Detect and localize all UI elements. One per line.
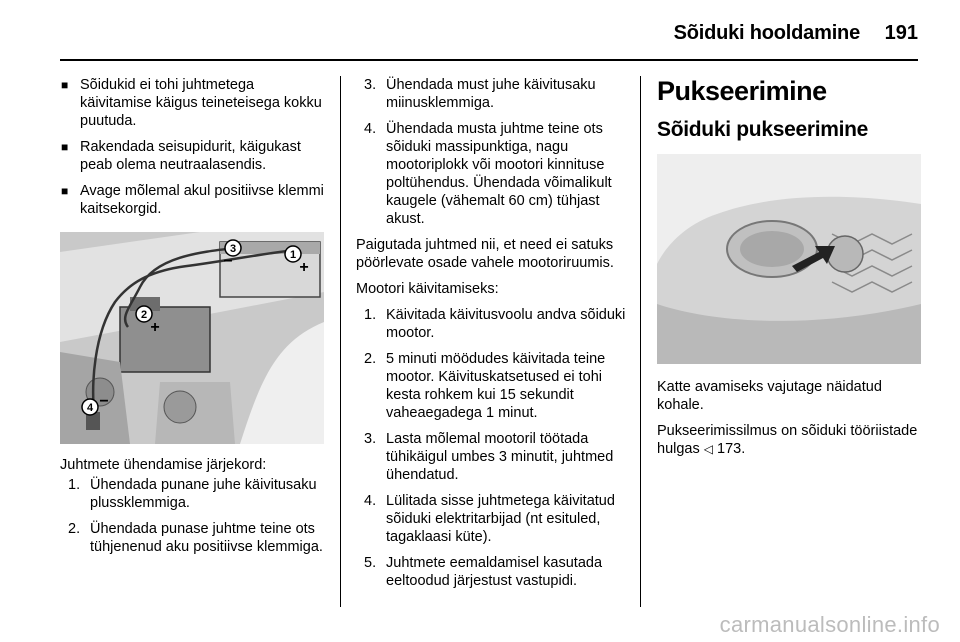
step-number: 5.: [364, 555, 377, 571]
step-number: 2.: [68, 521, 81, 537]
step-text: 5 minuti möödudes käivitada teine mootor. Käivituskatsetused ei tohi kesta rohkem kui 15 sekundit vaheaegadega 1 minut.: [386, 351, 606, 421]
step-text: Ühendada punase juhtme teine ots tühjenenud aku positiivse klemmiga.: [90, 521, 323, 555]
paragraph: Katte avamiseks vajutage näidatud kohale.: [657, 379, 882, 413]
callout-1: 1: [289, 249, 297, 261]
step-text: Juhtmete eemaldamisel kasutada eeltoodud järjestust vastupidi.: [386, 555, 603, 589]
list-item: [356, 492, 626, 546]
step-text: Ühendada punane juhe käivitusaku plussklemmiga.: [90, 477, 317, 511]
column-2: [356, 76, 626, 598]
list-item: [60, 182, 324, 218]
list-item: [60, 476, 324, 512]
step-number: 3.: [364, 77, 377, 93]
plus-sign-2: +: [150, 319, 160, 336]
callout-2: 2: [140, 309, 148, 321]
step-number: 1.: [68, 477, 81, 493]
bullet-mark: ■: [61, 140, 69, 154]
section-heading: Pukseerimine: [657, 76, 827, 106]
paragraph: Paigutada juhtmed nii, et need ei satuks pöörlevate osade vahele mootoriruumis.: [356, 237, 614, 271]
list-item: [356, 350, 626, 422]
step-number: 2.: [364, 351, 377, 367]
list-item: [356, 306, 626, 342]
bullet-mark: ■: [61, 184, 69, 198]
step-text: Lasta mõlemal mootoril töötada tühikäigul umbes 3 minutit, juhtmed ühendatud.: [386, 431, 614, 483]
step-text: Lülitada sisse juhtmetega käivitatud sõiduki elektritarbijad (nt esituled, tagaklaasi küte).: [386, 493, 615, 545]
page-ref-arrow-icon: ◁: [703, 442, 713, 456]
column-divider: [640, 76, 641, 607]
step-number: 1.: [364, 307, 377, 323]
step-text: Ühendada must juhe käivitusaku miinusklemmiga.: [386, 77, 596, 111]
bullet-text: Rakendada seisupidurit, käigukast peab olema neutraalasendis.: [80, 139, 301, 173]
list-item: [356, 430, 626, 484]
paragraph: Mootori käivitamiseks:: [356, 281, 499, 297]
plus-sign-1: +: [299, 259, 309, 276]
column-1: [60, 76, 324, 564]
column-divider: [340, 76, 341, 607]
minus-sign-3: −: [223, 253, 233, 270]
list-item: [60, 520, 324, 556]
watermark: carmanualsonline.info: [719, 612, 940, 637]
jump-start-figure: [60, 232, 324, 444]
step-text: Ühendada musta juhtme teine ots sõiduki massipunktiga, nagu mootoriplokk või mootori kinnituse poltühendus. Ühendada võimalikult kaugele (vähemalt 60 cm) tühjast akust.: [386, 121, 612, 227]
callout-4: 4: [86, 402, 94, 414]
list-item: [356, 76, 626, 112]
page-number: 191: [884, 22, 918, 44]
towing-eye-figure: [657, 154, 921, 364]
page-ref[interactable]: 173.: [713, 441, 746, 457]
list-item: [60, 76, 324, 130]
step-number: 3.: [364, 431, 377, 447]
page-title: Sõiduki hooldamine: [673, 22, 860, 44]
subsection-heading: Sõiduki pukseerimine: [657, 118, 869, 141]
bullet-text: Sõidukid ei tohi juhtmetega käivitamise käigus teineteisega kokku puutuda.: [80, 77, 322, 129]
list-item: [60, 138, 324, 174]
step-text: Käivitada käivitusvoolu andva sõiduki mootor.: [386, 307, 626, 341]
header-rule: [60, 59, 918, 61]
callout-3: 3: [229, 243, 237, 255]
step-number: 4.: [364, 493, 377, 509]
column-3: [657, 76, 921, 466]
paragraph-text: Pukseerimissilmus on sõiduki tööriistade hulgas: [657, 423, 918, 457]
bullet-mark: ■: [61, 78, 69, 92]
list-item: [356, 120, 626, 228]
paragraph: [657, 422, 921, 458]
bullet-text: Avage mõlemal akul positiivse klemmi kaitsekorgid.: [80, 183, 324, 217]
list-item: [356, 554, 626, 590]
figure-caption: Juhtmete ühendamise järjekord:: [60, 457, 267, 473]
step-number: 4.: [364, 121, 377, 137]
minus-sign-4: −: [99, 393, 109, 410]
